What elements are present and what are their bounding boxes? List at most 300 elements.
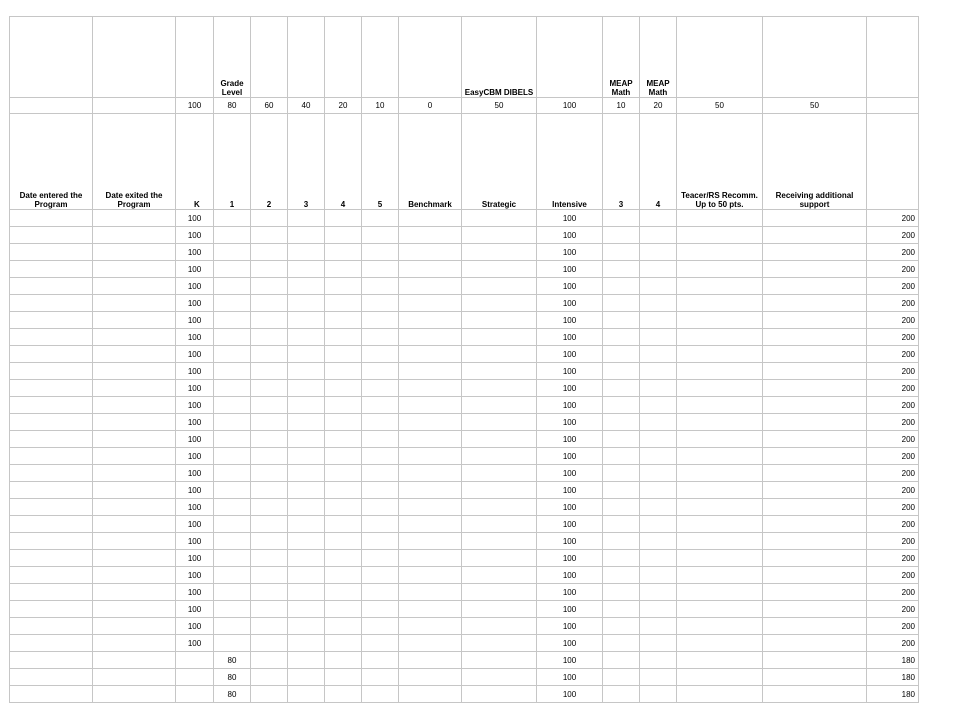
cell-g2[interactable] <box>251 482 288 499</box>
cell-c2[interactable] <box>93 635 176 652</box>
cell-recomm[interactable] <box>677 312 763 329</box>
cell-g2[interactable] <box>251 346 288 363</box>
cell-g2[interactable] <box>251 686 288 703</box>
cell-strategic[interactable] <box>462 227 537 244</box>
cell-c2[interactable] <box>93 567 176 584</box>
cell-c2[interactable] <box>93 618 176 635</box>
cell-strategic[interactable] <box>462 465 537 482</box>
cell-g2[interactable] <box>251 635 288 652</box>
cell-meap4[interactable] <box>640 278 677 295</box>
cell-g4[interactable] <box>325 278 362 295</box>
cell-c2[interactable] <box>93 516 176 533</box>
cell-meap3[interactable] <box>603 329 640 346</box>
cell-g5[interactable] <box>362 312 399 329</box>
cell-intensive[interactable]: 100 <box>537 210 603 227</box>
cell-benchmark[interactable] <box>399 533 462 550</box>
cell-benchmark[interactable] <box>399 210 462 227</box>
cell-c1[interactable] <box>10 499 93 516</box>
cell-benchmark[interactable] <box>399 414 462 431</box>
header-title-cell-meap4[interactable]: MEAP Math <box>640 17 677 98</box>
cell-g2[interactable] <box>251 550 288 567</box>
cell-meap3[interactable] <box>603 278 640 295</box>
cell-g4[interactable] <box>325 669 362 686</box>
cell-g5[interactable] <box>362 533 399 550</box>
cell-g3[interactable] <box>288 346 325 363</box>
cell-meap4[interactable] <box>640 601 677 618</box>
cell-c2[interactable] <box>93 261 176 278</box>
cell-benchmark[interactable] <box>399 567 462 584</box>
cell-g3[interactable] <box>288 669 325 686</box>
cell-benchmark[interactable] <box>399 499 462 516</box>
cell-meap3[interactable] <box>603 499 640 516</box>
cell-strategic[interactable] <box>462 380 537 397</box>
cell-k[interactable]: 100 <box>176 601 214 618</box>
cell-k[interactable]: 100 <box>176 210 214 227</box>
cell-meap3[interactable] <box>603 261 640 278</box>
cell-g5[interactable] <box>362 499 399 516</box>
cell-g4[interactable] <box>325 635 362 652</box>
cell-strategic[interactable] <box>462 278 537 295</box>
cell-c1[interactable] <box>10 363 93 380</box>
cell-meap4[interactable] <box>640 210 677 227</box>
cell-support[interactable] <box>763 567 867 584</box>
cell-g5[interactable] <box>362 210 399 227</box>
cell-intensive[interactable]: 100 <box>537 244 603 261</box>
cell-g5[interactable] <box>362 584 399 601</box>
cell-support[interactable] <box>763 329 867 346</box>
cell-recomm[interactable] <box>677 499 763 516</box>
header-label-cell-meap4[interactable]: 4 <box>640 114 677 210</box>
cell-meap3[interactable] <box>603 567 640 584</box>
cell-recomm[interactable] <box>677 669 763 686</box>
cell-meap4[interactable] <box>640 465 677 482</box>
cell-g5[interactable] <box>362 261 399 278</box>
cell-meap4[interactable] <box>640 635 677 652</box>
header-points-cell-meap4[interactable]: 20 <box>640 98 677 114</box>
cell-c2[interactable] <box>93 363 176 380</box>
cell-g2[interactable] <box>251 448 288 465</box>
cell-g4[interactable] <box>325 261 362 278</box>
cell-g3[interactable] <box>288 210 325 227</box>
cell-strategic[interactable] <box>462 635 537 652</box>
header-title-cell-k[interactable] <box>176 17 214 98</box>
cell-meap3[interactable] <box>603 652 640 669</box>
cell-intensive[interactable]: 100 <box>537 533 603 550</box>
cell-benchmark[interactable] <box>399 448 462 465</box>
cell-c1[interactable] <box>10 652 93 669</box>
cell-support[interactable] <box>763 652 867 669</box>
cell-g4[interactable] <box>325 312 362 329</box>
cell-benchmark[interactable] <box>399 346 462 363</box>
header-label-cell-g3[interactable]: 3 <box>288 114 325 210</box>
cell-g1[interactable] <box>214 431 251 448</box>
cell-strategic[interactable] <box>462 669 537 686</box>
cell-intensive[interactable]: 100 <box>537 380 603 397</box>
cell-intensive[interactable]: 100 <box>537 261 603 278</box>
cell-meap4[interactable] <box>640 295 677 312</box>
header-label-cell-g5[interactable]: 5 <box>362 114 399 210</box>
cell-k[interactable]: 100 <box>176 533 214 550</box>
cell-k[interactable]: 100 <box>176 397 214 414</box>
cell-total[interactable]: 180 <box>867 669 919 686</box>
cell-g2[interactable] <box>251 380 288 397</box>
cell-intensive[interactable]: 100 <box>537 482 603 499</box>
cell-meap3[interactable] <box>603 618 640 635</box>
cell-support[interactable] <box>763 448 867 465</box>
cell-total[interactable]: 200 <box>867 482 919 499</box>
cell-c1[interactable] <box>10 448 93 465</box>
cell-g3[interactable] <box>288 533 325 550</box>
header-label-cell-k[interactable]: K <box>176 114 214 210</box>
cell-g2[interactable] <box>251 533 288 550</box>
cell-c1[interactable] <box>10 346 93 363</box>
cell-support[interactable] <box>763 499 867 516</box>
cell-c1[interactable] <box>10 686 93 703</box>
cell-g4[interactable] <box>325 210 362 227</box>
cell-g1[interactable] <box>214 533 251 550</box>
cell-g5[interactable] <box>362 635 399 652</box>
cell-strategic[interactable] <box>462 584 537 601</box>
cell-g2[interactable] <box>251 414 288 431</box>
cell-total[interactable]: 200 <box>867 533 919 550</box>
cell-g5[interactable] <box>362 482 399 499</box>
header-points-cell-recomm[interactable]: 50 <box>677 98 763 114</box>
cell-g2[interactable] <box>251 363 288 380</box>
cell-benchmark[interactable] <box>399 584 462 601</box>
cell-g3[interactable] <box>288 227 325 244</box>
cell-k[interactable]: 100 <box>176 295 214 312</box>
cell-g2[interactable] <box>251 431 288 448</box>
cell-g3[interactable] <box>288 244 325 261</box>
cell-support[interactable] <box>763 618 867 635</box>
cell-benchmark[interactable] <box>399 669 462 686</box>
cell-strategic[interactable] <box>462 567 537 584</box>
cell-recomm[interactable] <box>677 584 763 601</box>
header-points-cell-meap3[interactable]: 10 <box>603 98 640 114</box>
cell-total[interactable]: 180 <box>867 686 919 703</box>
cell-total[interactable]: 200 <box>867 244 919 261</box>
cell-benchmark[interactable] <box>399 261 462 278</box>
cell-recomm[interactable] <box>677 652 763 669</box>
cell-g4[interactable] <box>325 618 362 635</box>
header-title-cell-g1[interactable]: Grade Level <box>214 17 251 98</box>
cell-g3[interactable] <box>288 601 325 618</box>
cell-c2[interactable] <box>93 312 176 329</box>
cell-g4[interactable] <box>325 380 362 397</box>
cell-g4[interactable] <box>325 567 362 584</box>
header-title-cell-meap3[interactable]: MEAP Math <box>603 17 640 98</box>
cell-g5[interactable] <box>362 601 399 618</box>
cell-c1[interactable] <box>10 244 93 261</box>
cell-strategic[interactable] <box>462 652 537 669</box>
cell-meap4[interactable] <box>640 414 677 431</box>
cell-g5[interactable] <box>362 618 399 635</box>
cell-total[interactable]: 200 <box>867 465 919 482</box>
cell-total[interactable]: 200 <box>867 601 919 618</box>
cell-meap4[interactable] <box>640 669 677 686</box>
cell-g4[interactable] <box>325 346 362 363</box>
cell-c2[interactable] <box>93 652 176 669</box>
cell-c1[interactable] <box>10 278 93 295</box>
header-title-cell-intensive[interactable] <box>537 17 603 98</box>
cell-g1[interactable]: 80 <box>214 652 251 669</box>
cell-total[interactable]: 200 <box>867 550 919 567</box>
cell-k[interactable]: 100 <box>176 329 214 346</box>
cell-strategic[interactable] <box>462 312 537 329</box>
cell-g5[interactable] <box>362 227 399 244</box>
cell-recomm[interactable] <box>677 329 763 346</box>
cell-g5[interactable] <box>362 346 399 363</box>
header-points-cell-g2[interactable]: 60 <box>251 98 288 114</box>
cell-meap4[interactable] <box>640 397 677 414</box>
cell-meap4[interactable] <box>640 431 677 448</box>
cell-intensive[interactable]: 100 <box>537 550 603 567</box>
cell-g1[interactable]: 80 <box>214 686 251 703</box>
cell-total[interactable]: 200 <box>867 397 919 414</box>
cell-g2[interactable] <box>251 618 288 635</box>
cell-c2[interactable] <box>93 584 176 601</box>
header-title-cell-c1[interactable] <box>10 17 93 98</box>
cell-g4[interactable] <box>325 397 362 414</box>
cell-recomm[interactable] <box>677 278 763 295</box>
cell-c2[interactable] <box>93 550 176 567</box>
cell-g4[interactable] <box>325 363 362 380</box>
cell-recomm[interactable] <box>677 363 763 380</box>
cell-meap3[interactable] <box>603 584 640 601</box>
cell-support[interactable] <box>763 380 867 397</box>
cell-support[interactable] <box>763 482 867 499</box>
cell-g1[interactable] <box>214 261 251 278</box>
cell-total[interactable]: 200 <box>867 380 919 397</box>
header-label-cell-g2[interactable]: 2 <box>251 114 288 210</box>
cell-intensive[interactable]: 100 <box>537 686 603 703</box>
cell-benchmark[interactable] <box>399 397 462 414</box>
cell-g2[interactable] <box>251 584 288 601</box>
cell-support[interactable] <box>763 227 867 244</box>
cell-c1[interactable] <box>10 414 93 431</box>
cell-k[interactable]: 100 <box>176 482 214 499</box>
cell-meap4[interactable] <box>640 686 677 703</box>
header-points-cell-g4[interactable]: 20 <box>325 98 362 114</box>
cell-intensive[interactable]: 100 <box>537 516 603 533</box>
cell-g2[interactable] <box>251 516 288 533</box>
header-label-cell-c2[interactable]: Date exited the Program <box>93 114 176 210</box>
cell-g3[interactable] <box>288 652 325 669</box>
cell-g5[interactable] <box>362 431 399 448</box>
cell-k[interactable]: 100 <box>176 346 214 363</box>
cell-g4[interactable] <box>325 431 362 448</box>
cell-strategic[interactable] <box>462 550 537 567</box>
cell-c1[interactable] <box>10 261 93 278</box>
cell-g4[interactable] <box>325 652 362 669</box>
cell-total[interactable]: 200 <box>867 635 919 652</box>
cell-intensive[interactable]: 100 <box>537 584 603 601</box>
cell-support[interactable] <box>763 516 867 533</box>
cell-total[interactable]: 200 <box>867 261 919 278</box>
cell-benchmark[interactable] <box>399 227 462 244</box>
cell-benchmark[interactable] <box>399 363 462 380</box>
cell-meap4[interactable] <box>640 516 677 533</box>
cell-k[interactable]: 100 <box>176 261 214 278</box>
cell-meap3[interactable] <box>603 295 640 312</box>
cell-total[interactable]: 200 <box>867 227 919 244</box>
cell-g5[interactable] <box>362 295 399 312</box>
cell-recomm[interactable] <box>677 465 763 482</box>
cell-g1[interactable] <box>214 380 251 397</box>
cell-k[interactable]: 100 <box>176 278 214 295</box>
cell-g2[interactable] <box>251 278 288 295</box>
cell-g1[interactable] <box>214 329 251 346</box>
cell-strategic[interactable] <box>462 346 537 363</box>
cell-intensive[interactable]: 100 <box>537 397 603 414</box>
cell-g1[interactable] <box>214 244 251 261</box>
cell-meap4[interactable] <box>640 550 677 567</box>
cell-g3[interactable] <box>288 567 325 584</box>
cell-total[interactable]: 200 <box>867 499 919 516</box>
cell-g3[interactable] <box>288 550 325 567</box>
cell-c2[interactable] <box>93 227 176 244</box>
cell-g2[interactable] <box>251 397 288 414</box>
cell-g5[interactable] <box>362 516 399 533</box>
cell-c2[interactable] <box>93 431 176 448</box>
cell-recomm[interactable] <box>677 618 763 635</box>
header-title-cell-g2[interactable] <box>251 17 288 98</box>
cell-c2[interactable] <box>93 669 176 686</box>
cell-g4[interactable] <box>325 227 362 244</box>
cell-meap3[interactable] <box>603 448 640 465</box>
cell-g4[interactable] <box>325 516 362 533</box>
cell-g3[interactable] <box>288 312 325 329</box>
header-label-cell-intensive[interactable]: Intensive <box>537 114 603 210</box>
cell-support[interactable] <box>763 431 867 448</box>
cell-strategic[interactable] <box>462 482 537 499</box>
cell-total[interactable]: 200 <box>867 431 919 448</box>
cell-total[interactable]: 200 <box>867 329 919 346</box>
cell-intensive[interactable]: 100 <box>537 567 603 584</box>
cell-strategic[interactable] <box>462 499 537 516</box>
cell-g2[interactable] <box>251 312 288 329</box>
cell-recomm[interactable] <box>677 244 763 261</box>
cell-g3[interactable] <box>288 363 325 380</box>
cell-total[interactable]: 200 <box>867 516 919 533</box>
header-points-cell-g5[interactable]: 10 <box>362 98 399 114</box>
cell-g1[interactable] <box>214 278 251 295</box>
cell-g2[interactable] <box>251 210 288 227</box>
header-title-cell-benchmark[interactable] <box>399 17 462 98</box>
cell-c2[interactable] <box>93 380 176 397</box>
cell-g1[interactable] <box>214 397 251 414</box>
cell-meap3[interactable] <box>603 312 640 329</box>
cell-recomm[interactable] <box>677 516 763 533</box>
cell-k[interactable]: 100 <box>176 448 214 465</box>
cell-k[interactable]: 100 <box>176 550 214 567</box>
cell-recomm[interactable] <box>677 550 763 567</box>
cell-c1[interactable] <box>10 567 93 584</box>
cell-g1[interactable] <box>214 584 251 601</box>
cell-g3[interactable] <box>288 261 325 278</box>
cell-meap4[interactable] <box>640 499 677 516</box>
cell-intensive[interactable]: 100 <box>537 601 603 618</box>
header-title-cell-support[interactable] <box>763 17 867 98</box>
cell-c1[interactable] <box>10 482 93 499</box>
cell-c2[interactable] <box>93 278 176 295</box>
cell-total[interactable]: 200 <box>867 584 919 601</box>
cell-benchmark[interactable] <box>399 652 462 669</box>
cell-k[interactable]: 100 <box>176 431 214 448</box>
cell-total[interactable]: 200 <box>867 363 919 380</box>
cell-support[interactable] <box>763 686 867 703</box>
header-label-cell-support[interactable]: Receiving additional support <box>763 114 867 210</box>
cell-g5[interactable] <box>362 414 399 431</box>
cell-benchmark[interactable] <box>399 482 462 499</box>
cell-meap3[interactable] <box>603 244 640 261</box>
cell-c1[interactable] <box>10 584 93 601</box>
cell-strategic[interactable] <box>462 448 537 465</box>
cell-c2[interactable] <box>93 499 176 516</box>
cell-strategic[interactable] <box>462 363 537 380</box>
cell-total[interactable]: 200 <box>867 295 919 312</box>
cell-c1[interactable] <box>10 329 93 346</box>
cell-g1[interactable] <box>214 567 251 584</box>
header-title-cell-total[interactable] <box>867 17 919 98</box>
cell-support[interactable] <box>763 244 867 261</box>
cell-intensive[interactable]: 100 <box>537 295 603 312</box>
cell-strategic[interactable] <box>462 414 537 431</box>
cell-strategic[interactable] <box>462 601 537 618</box>
cell-intensive[interactable]: 100 <box>537 346 603 363</box>
cell-g4[interactable] <box>325 448 362 465</box>
cell-k[interactable]: 100 <box>176 516 214 533</box>
cell-support[interactable] <box>763 635 867 652</box>
cell-c1[interactable] <box>10 618 93 635</box>
cell-g5[interactable] <box>362 397 399 414</box>
cell-g3[interactable] <box>288 482 325 499</box>
cell-support[interactable] <box>763 533 867 550</box>
cell-g1[interactable] <box>214 635 251 652</box>
cell-g5[interactable] <box>362 550 399 567</box>
cell-total[interactable]: 200 <box>867 567 919 584</box>
cell-g1[interactable] <box>214 516 251 533</box>
header-label-cell-g1[interactable]: 1 <box>214 114 251 210</box>
cell-intensive[interactable]: 100 <box>537 669 603 686</box>
cell-intensive[interactable]: 100 <box>537 414 603 431</box>
cell-benchmark[interactable] <box>399 329 462 346</box>
cell-strategic[interactable] <box>462 618 537 635</box>
cell-c1[interactable] <box>10 397 93 414</box>
cell-total[interactable]: 180 <box>867 652 919 669</box>
cell-g2[interactable] <box>251 499 288 516</box>
cell-meap3[interactable] <box>603 363 640 380</box>
cell-meap3[interactable] <box>603 516 640 533</box>
cell-meap3[interactable] <box>603 465 640 482</box>
cell-support[interactable] <box>763 397 867 414</box>
cell-c1[interactable] <box>10 601 93 618</box>
cell-c1[interactable] <box>10 533 93 550</box>
cell-meap3[interactable] <box>603 210 640 227</box>
cell-meap3[interactable] <box>603 431 640 448</box>
cell-c1[interactable] <box>10 431 93 448</box>
cell-g1[interactable] <box>214 601 251 618</box>
header-label-cell-meap3[interactable]: 3 <box>603 114 640 210</box>
cell-intensive[interactable]: 100 <box>537 312 603 329</box>
cell-recomm[interactable] <box>677 261 763 278</box>
cell-meap3[interactable] <box>603 601 640 618</box>
cell-meap4[interactable] <box>640 448 677 465</box>
cell-g1[interactable]: 80 <box>214 669 251 686</box>
cell-support[interactable] <box>763 550 867 567</box>
header-points-cell-g1[interactable]: 80 <box>214 98 251 114</box>
cell-k[interactable]: 100 <box>176 584 214 601</box>
